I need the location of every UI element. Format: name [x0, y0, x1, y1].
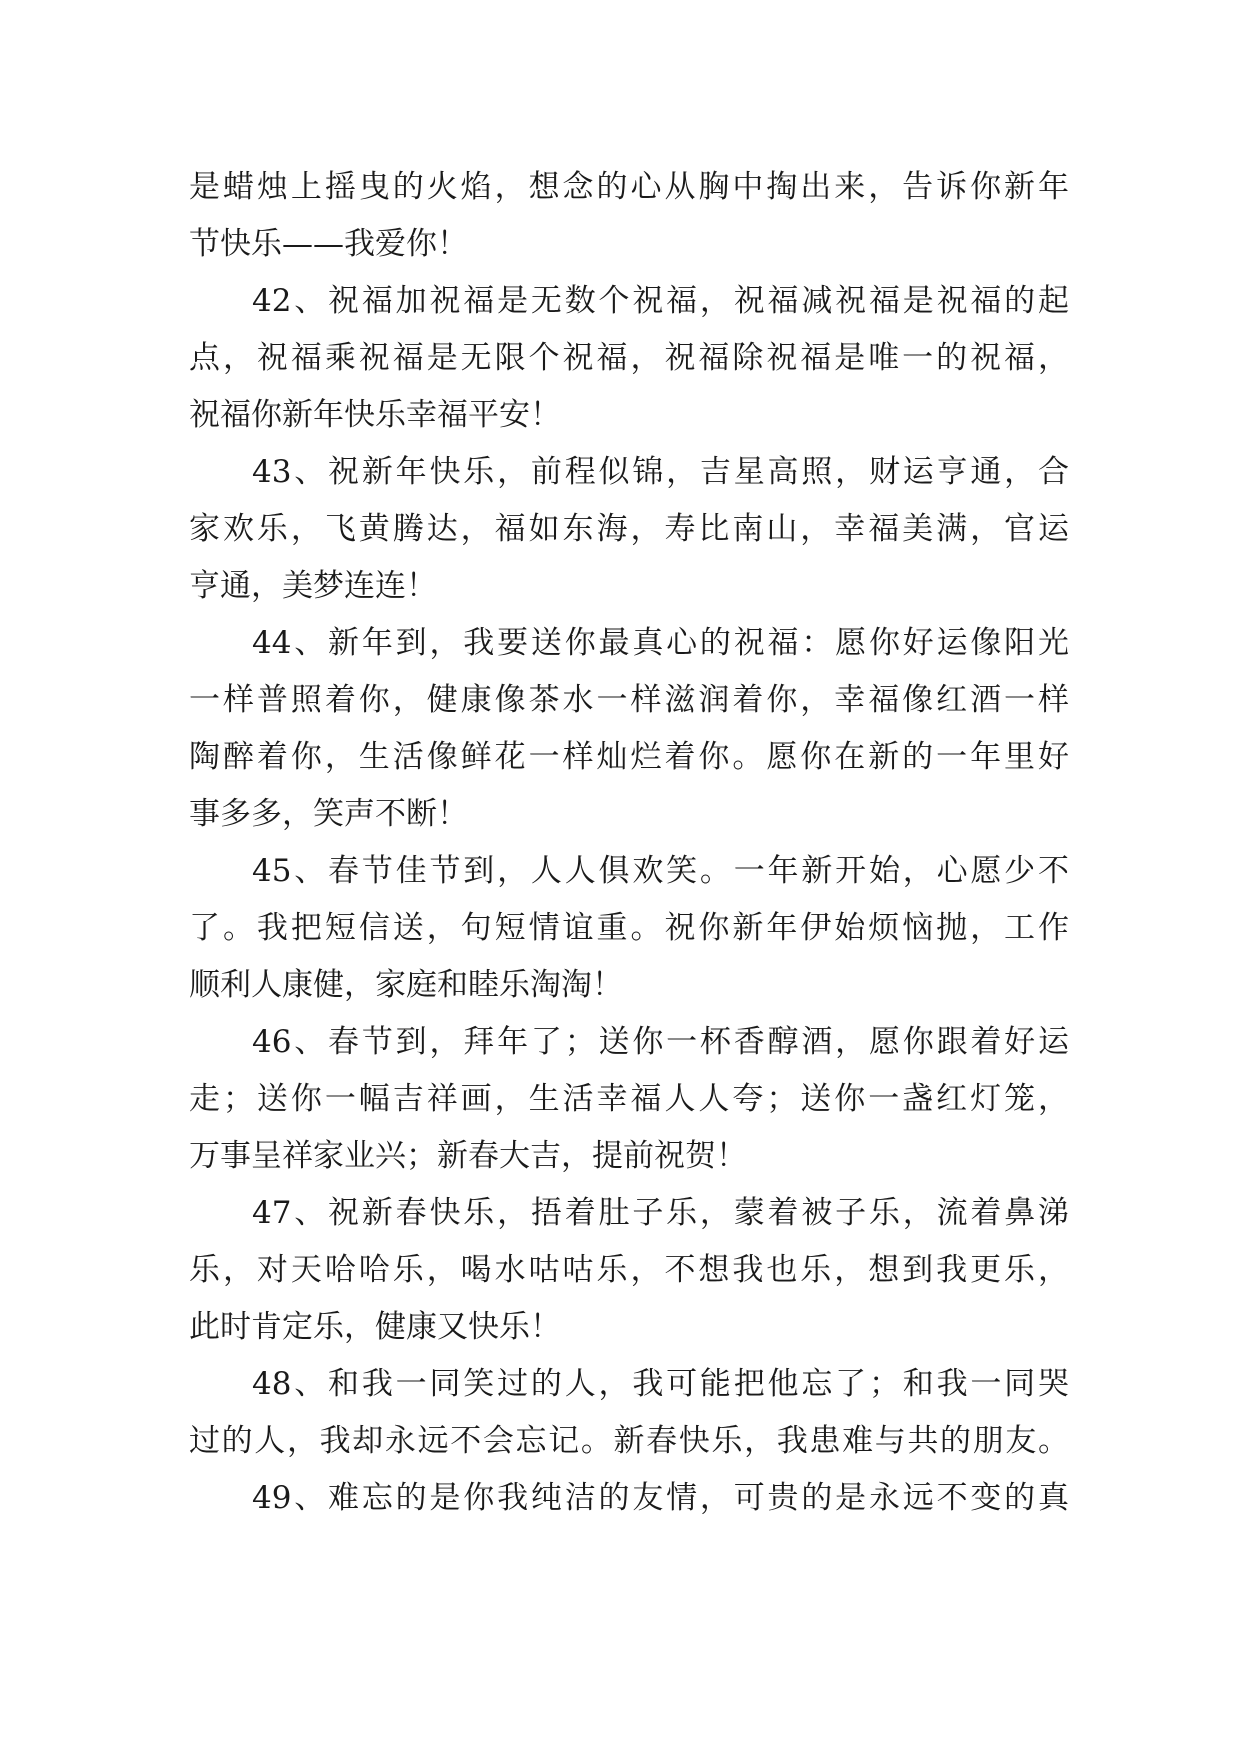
paragraph-43-line-3: 亨通，美梦连连！ [189, 568, 437, 604]
paragraph-44-line-4: 事多多，笑声不断！ [189, 796, 468, 832]
paragraph-43-line-1: 43、祝新年快乐，前程似锦，吉星高照，财运亨通，合 [252, 454, 1069, 490]
paragraph-45-line-1: 45、春节佳节到，人人俱欢笑。一年新开始，心愿少不 [252, 853, 1069, 889]
paragraph-44-line-2: 一样普照着你，健康像茶水一样滋润着你，幸福像红酒一样 [189, 682, 1069, 718]
paragraph-46-line-3: 万事呈祥家业兴；新春大吉，提前祝贺！ [189, 1138, 747, 1174]
paragraph-47-line-3: 此时肯定乐，健康又快乐！ [189, 1309, 561, 1345]
paragraph-48-line-2: 过的人，我却永远不会忘记。新春快乐，我患难与共的朋友。 [189, 1423, 1069, 1459]
paragraph-46-line-2: 走；送你一幅吉祥画，生活幸福人人夸；送你一盏红灯笼， [189, 1081, 1069, 1117]
paragraph-43-line-2: 家欢乐，飞黄腾达，福如东海，寿比南山，幸福美满，官运 [189, 511, 1069, 547]
paragraph-42-line-1: 42、祝福加祝福是无数个祝福，祝福减祝福是祝福的起 [252, 283, 1069, 319]
paragraph-47-line-2: 乐，对天哈哈乐，喝水咕咕乐，不想我也乐，想到我更乐， [189, 1252, 1069, 1288]
paragraph-45-line-3: 顺利人康健，家庭和睦乐淘淘！ [189, 967, 623, 1003]
paragraph-49-line-1: 49、难忘的是你我纯洁的友情，可贵的是永远不变的真 [252, 1480, 1069, 1516]
paragraph-48-line-1: 48、和我一同笑过的人，我可能把他忘了；和我一同哭 [252, 1366, 1069, 1402]
text-line-1: 是蜡烛上摇曳的火焰，想念的心从胸中掏出来，告诉你新年 [189, 169, 1069, 205]
paragraph-46-line-1: 46、春节到，拜年了；送你一杯香醇酒，愿你跟着好运 [252, 1024, 1069, 1060]
paragraph-44-line-3: 陶醉着你，生活像鲜花一样灿烂着你。愿你在新的一年里好 [189, 739, 1069, 775]
paragraph-47-line-1: 47、祝新春快乐，捂着肚子乐，蒙着被子乐，流着鼻涕 [252, 1195, 1069, 1231]
text-line-2: 节快乐——我爱你！ [189, 226, 468, 262]
paragraph-42-line-3: 祝福你新年快乐幸福平安！ [189, 397, 561, 433]
paragraph-42-line-2: 点，祝福乘祝福是无限个祝福，祝福除祝福是唯一的祝福， [189, 340, 1069, 376]
paragraph-44-line-1: 44、新年到，我要送你最真心的祝福：愿你好运像阳光 [252, 625, 1069, 661]
paragraph-45-line-2: 了。我把短信送，句短情谊重。祝你新年伊始烦恼抛，工作 [189, 910, 1069, 946]
